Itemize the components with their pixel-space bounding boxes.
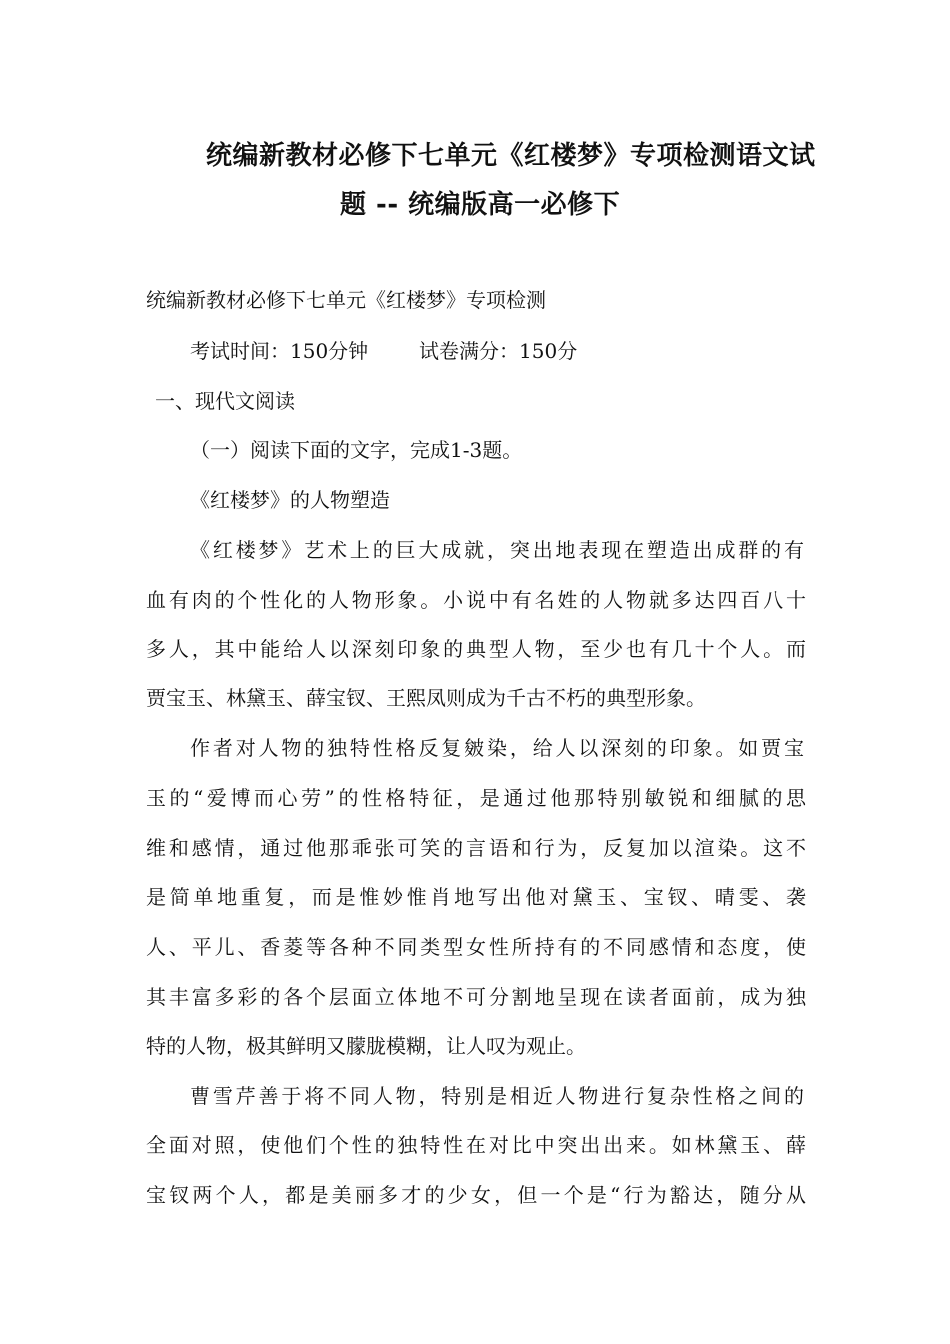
exam-info: 考试时间：150分钟 试卷满分：150分 bbox=[190, 339, 578, 363]
body-line: 其丰富多彩的各个层面立体地不可分割地呈现在读者面前，成为独 bbox=[146, 985, 806, 1009]
body-line: 宝钗两个人，都是美丽多才的少女，但一个是“行为豁达，随分从 bbox=[146, 1183, 806, 1207]
body-line: 特的人物，极其鲜明又朦胧模糊，让人叹为观止。 bbox=[146, 1034, 586, 1058]
body-line: 人、平儿、香菱等各种不同类型女性所持有的不同感情和态度，使 bbox=[146, 935, 806, 959]
body-line: 玉的“爱博而心劳”的性格特征，是通过他那特别敏锐和细腻的思 bbox=[146, 786, 806, 810]
body-line: 是简单地重复，而是惟妙惟肖地写出他对黛玉、宝钗、晴雯、袭 bbox=[146, 885, 806, 909]
body-line: 全面对照，使他们个性的独特性在对比中突出出来。如林黛玉、薛 bbox=[146, 1133, 806, 1157]
exam-subtitle: 统编新教材必修下七单元《红楼梦》专项检测 bbox=[146, 288, 546, 312]
document-title-line-2: 题 -- 统编版高一必修下 bbox=[340, 190, 621, 220]
body-line: 曹雪芹善于将不同人物，特别是相近人物进行复杂性格之间的 bbox=[190, 1084, 804, 1108]
article-title: 《红楼梦》的人物塑造 bbox=[190, 488, 390, 512]
body-line: 多人，其中能给人以深刻印象的典型人物，至少也有几十个人。而 bbox=[146, 637, 806, 661]
sub-heading: （一）阅读下面的文字，完成1-3题。 bbox=[190, 438, 523, 462]
body-line: 贾宝玉、林黛玉、薛宝钗、王熙凤则成为千古不朽的典型形象。 bbox=[146, 686, 706, 710]
body-line: 作者对人物的独特性格反复皴染，给人以深刻的印象。如贾宝 bbox=[190, 736, 804, 760]
body-line: 维和感情，通过他那乖张可笑的言语和行为，反复加以渲染。这不 bbox=[146, 836, 806, 860]
body-line: 《红楼梦》艺术上的巨大成就，突出地表现在塑造出成群的有 bbox=[190, 538, 804, 562]
section-heading: 一、现代文阅读 bbox=[155, 389, 295, 413]
document-title-line-1: 统编新教材必修下七单元《红楼梦》专项检测语文试 bbox=[206, 141, 816, 171]
body-line: 血有肉的个性化的人物形象。小说中有名姓的人物就多达四百八十 bbox=[146, 588, 806, 612]
